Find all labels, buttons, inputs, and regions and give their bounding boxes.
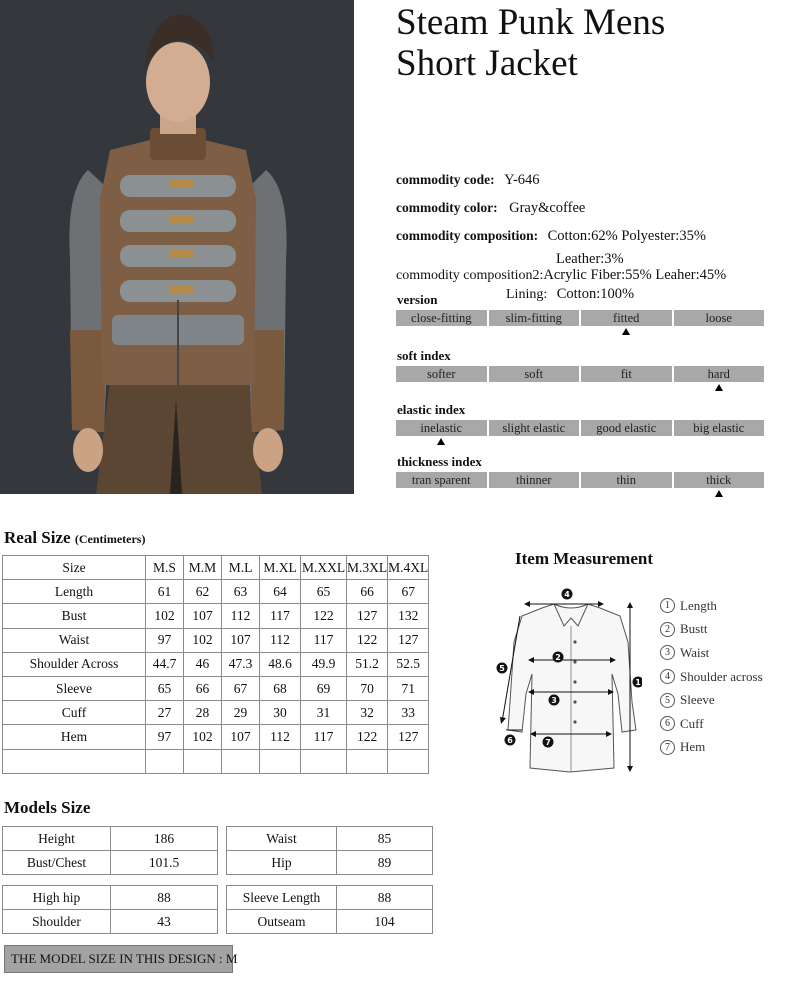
index-option: fitted	[581, 310, 672, 326]
table-cell: 107	[222, 725, 260, 749]
table-cell	[184, 749, 222, 773]
commodity-composition-row	[396, 228, 706, 245]
commodity-code-label: commodity code:	[396, 172, 495, 187]
model-attr: Sleeve Length	[227, 886, 337, 910]
model-value: 85	[337, 827, 433, 851]
item-measurement-title: Item Measurement	[515, 549, 654, 568]
table-cell	[222, 749, 260, 773]
lining-label: Lining:	[506, 287, 548, 302]
table-row	[3, 652, 429, 676]
table-cell: 122	[347, 725, 388, 749]
table-cell: 27	[146, 701, 184, 725]
row-header: Cuff	[3, 701, 146, 725]
commodity-composition-extra	[556, 251, 624, 268]
table-cell: 71	[388, 676, 429, 700]
elastic-index-label: elastic index	[397, 402, 466, 417]
table-row	[3, 910, 218, 934]
commodity-color-row	[396, 200, 585, 217]
column-header: M.4XL	[388, 556, 429, 580]
model-value: 89	[337, 851, 433, 875]
table-row	[3, 628, 429, 652]
title-line-1: Steam Punk Mens	[396, 2, 666, 43]
legend-item	[660, 712, 763, 736]
table-cell: 122	[301, 604, 347, 628]
table-cell: 32	[347, 701, 388, 725]
table-cell: 30	[260, 701, 301, 725]
table-cell: 132	[388, 604, 429, 628]
model-value: 186	[111, 827, 218, 851]
column-header: M.M	[184, 556, 222, 580]
legend-number: 5	[660, 693, 675, 708]
legend-number: 7	[660, 740, 675, 755]
table-cell: 67	[388, 580, 429, 604]
index-option: thinner	[489, 472, 580, 488]
table-cell: 52.5	[388, 652, 429, 676]
soft-index-scale	[396, 366, 764, 382]
table-cell: 63	[222, 580, 260, 604]
legend-item	[660, 641, 763, 665]
table-row	[3, 886, 218, 910]
model-value: 88	[111, 886, 218, 910]
table-row	[3, 725, 429, 749]
marker-7: 7	[545, 738, 551, 747]
legend-number: 2	[660, 622, 675, 637]
lining-row	[506, 286, 634, 303]
soft-index-label: soft index	[397, 348, 451, 363]
column-header: M.XXL	[301, 556, 347, 580]
thickness-index-label: thickness index	[397, 454, 482, 469]
commodity-composition-label: commodity composition:	[396, 228, 539, 243]
jacket-measurement-diagram	[492, 582, 642, 777]
row-header	[3, 749, 146, 773]
table-cell: 112	[222, 604, 260, 628]
table-cell: 49.9	[301, 652, 347, 676]
table-cell: 66	[347, 580, 388, 604]
model-size-table-4	[226, 885, 433, 934]
row-header: Bust	[3, 604, 146, 628]
table-row	[227, 910, 433, 934]
real-size-title	[4, 528, 145, 548]
table-cell: 102	[184, 628, 222, 652]
table-cell: 66	[184, 676, 222, 700]
index-option: slim-fitting	[489, 310, 580, 326]
index-option: good elastic	[581, 420, 672, 436]
index-option: tran sparent	[396, 472, 487, 488]
legend-number: 6	[660, 716, 675, 731]
model-size-table-1	[2, 826, 218, 875]
table-cell	[260, 749, 301, 773]
commodity-code-row	[396, 172, 540, 189]
index-option: fit	[581, 366, 672, 382]
table-header-row	[3, 556, 429, 580]
model-attr: Hip	[227, 851, 337, 875]
table-row	[227, 827, 433, 851]
index-option: slight elastic	[489, 420, 580, 436]
commodity-color-value: Gray&coffee	[509, 200, 586, 216]
row-header: Hem	[3, 725, 146, 749]
thickness-index-scale	[396, 472, 764, 488]
column-header: M.XL	[260, 556, 301, 580]
table-cell: 64	[260, 580, 301, 604]
table-cell: 62	[184, 580, 222, 604]
table-cell: 48.6	[260, 652, 301, 676]
index-option: thick	[674, 472, 765, 488]
table-cell: 28	[184, 701, 222, 725]
commodity-color-label: commodity color:	[396, 200, 498, 215]
model-attr: High hip	[3, 886, 111, 910]
legend-item	[660, 688, 763, 712]
legend-number: 3	[660, 645, 675, 660]
table-cell: 127	[388, 725, 429, 749]
legend-label: Hem	[680, 739, 706, 755]
table-cell	[388, 749, 429, 773]
model-attr: Waist	[227, 827, 337, 851]
marker-6: 6	[507, 736, 513, 745]
index-option: softer	[396, 366, 487, 382]
column-header: M.3XL	[347, 556, 388, 580]
table-cell: 102	[184, 725, 222, 749]
real-size-heading: Real Size	[4, 528, 71, 547]
table-cell: 127	[347, 604, 388, 628]
table-row	[3, 749, 429, 773]
column-header: M.S	[146, 556, 184, 580]
model-attr: Bust/Chest	[3, 851, 111, 875]
commodity-composition2-value: Acrylic Fiber:55% Leaher:45%	[543, 267, 727, 283]
row-header: Waist	[3, 628, 146, 652]
measurement-legend	[660, 594, 763, 759]
table-cell: 97	[146, 628, 184, 652]
row-header: Shoulder Across	[3, 652, 146, 676]
table-cell: 65	[146, 676, 184, 700]
table-row	[3, 851, 218, 875]
table-cell: 47.3	[222, 652, 260, 676]
table-cell: 46	[184, 652, 222, 676]
legend-item	[660, 665, 763, 689]
commodity-composition-value: Cotton:62% Polyester:35%	[547, 228, 706, 244]
marker-4: 4	[564, 590, 570, 599]
index-option: inelastic	[396, 420, 487, 436]
model-size-table-3	[2, 885, 218, 934]
table-cell: 122	[347, 628, 388, 652]
model-value: 104	[337, 910, 433, 934]
legend-number: 1	[660, 598, 675, 613]
table-cell: 29	[222, 701, 260, 725]
index-option: thin	[581, 472, 672, 488]
table-cell: 117	[301, 628, 347, 652]
real-size-unit: (Centimeters)	[74, 532, 146, 546]
table-cell: 31	[301, 701, 347, 725]
index-option: big elastic	[674, 420, 765, 436]
composition-extra-value: Leather:3%	[556, 251, 624, 267]
model-attr: Shoulder	[3, 910, 111, 934]
table-cell: 51.2	[347, 652, 388, 676]
table-cell: 107	[184, 604, 222, 628]
model-size-note: THE MODEL SIZE IN THIS DESIGN : M	[4, 945, 233, 973]
column-header: M.L	[222, 556, 260, 580]
table-cell: 117	[260, 604, 301, 628]
row-header: Length	[3, 580, 146, 604]
commodity-composition2-label: commodity composition2:	[396, 268, 544, 283]
table-row	[3, 580, 429, 604]
legend-item	[660, 736, 763, 760]
table-cell: 65	[301, 580, 347, 604]
commodity-code-value: Y-646	[504, 172, 540, 188]
index-option: hard	[674, 366, 765, 382]
table-cell: 97	[146, 725, 184, 749]
models-size-title: Models Size	[4, 798, 91, 817]
row-header: Sleeve	[3, 676, 146, 700]
commodity-composition2-row	[396, 267, 726, 284]
marker-1: 1	[635, 678, 641, 687]
table-cell: 33	[388, 701, 429, 725]
model-value: 101.5	[111, 851, 218, 875]
table-cell: 69	[301, 676, 347, 700]
table-cell: 112	[260, 725, 301, 749]
column-header: Size	[3, 556, 146, 580]
table-row	[227, 886, 433, 910]
real-size-table	[2, 555, 429, 774]
index-option: close-fitting	[396, 310, 487, 326]
legend-label: Bustt	[680, 621, 708, 637]
table-row	[3, 604, 429, 628]
table-row	[3, 827, 218, 851]
index-option: loose	[674, 310, 765, 326]
table-cell: 107	[222, 628, 260, 652]
legend-label: Cuff	[680, 715, 704, 731]
table-row	[3, 701, 429, 725]
table-cell	[301, 749, 347, 773]
legend-label: Shoulder across	[680, 668, 763, 684]
legend-label: Sleeve	[680, 692, 715, 708]
model-attr: Outseam	[227, 910, 337, 934]
legend-item	[660, 618, 763, 642]
elastic-index-scale	[396, 420, 764, 436]
table-row	[3, 676, 429, 700]
table-cell: 112	[260, 628, 301, 652]
table-cell: 67	[222, 676, 260, 700]
table-cell: 44.7	[146, 652, 184, 676]
model-attr: Height	[3, 827, 111, 851]
title-line-2: Short Jacket	[396, 43, 578, 84]
marker-5: 5	[499, 664, 505, 673]
product-title	[396, 2, 796, 84]
table-cell: 102	[146, 604, 184, 628]
legend-label: Length	[680, 597, 717, 613]
marker-3: 3	[551, 696, 557, 705]
table-row	[227, 851, 433, 875]
table-cell: 61	[146, 580, 184, 604]
table-cell	[146, 749, 184, 773]
product-photo	[0, 0, 354, 494]
model-value: 88	[337, 886, 433, 910]
legend-number: 4	[660, 669, 675, 684]
version-scale	[396, 310, 764, 326]
table-cell: 70	[347, 676, 388, 700]
lining-value: Cotton:100%	[556, 286, 635, 302]
model-size-table-2	[226, 826, 433, 875]
table-cell: 127	[388, 628, 429, 652]
legend-label: Waist	[680, 644, 710, 660]
table-cell: 117	[301, 725, 347, 749]
legend-item	[660, 594, 763, 618]
marker-2: 2	[555, 653, 561, 662]
version-label: version	[397, 292, 438, 307]
table-cell: 68	[260, 676, 301, 700]
model-value: 43	[111, 910, 218, 934]
table-cell	[347, 749, 388, 773]
index-option: soft	[489, 366, 580, 382]
